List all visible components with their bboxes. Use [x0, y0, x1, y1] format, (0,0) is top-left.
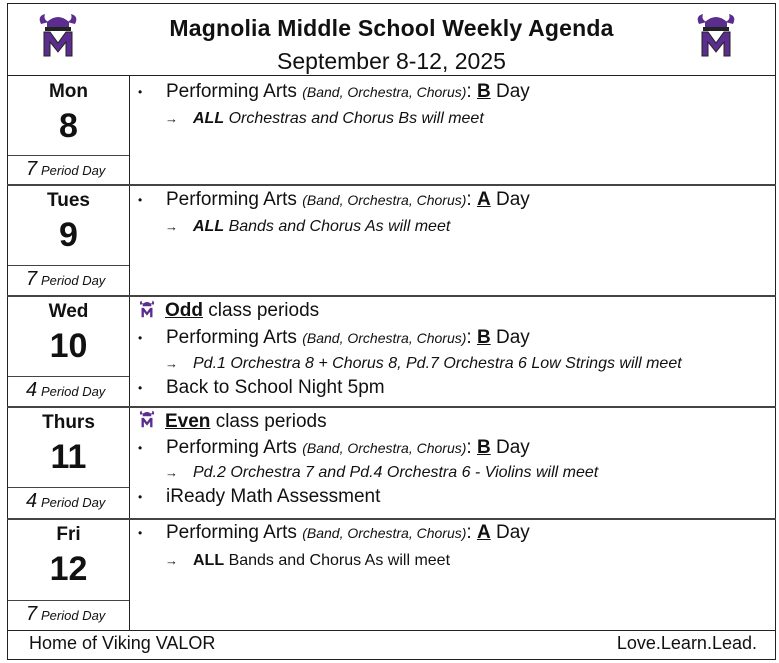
agenda-header — [7, 3, 776, 76]
event-line: • Back to School Night 5pm — [138, 377, 385, 398]
viking-m-logo-icon — [138, 300, 156, 318]
day-cell-thurs — [8, 408, 129, 518]
performing-arts-line: • Performing Arts (Band, Orchestra, Chorus): B Day — [138, 437, 530, 458]
bullet-icon: • — [138, 380, 143, 395]
class-periods-line: Even class periods — [165, 411, 327, 432]
viking-m-logo-icon — [693, 12, 739, 58]
performing-arts-line: • Performing Arts (Band, Orchestra, Chorus): A Day — [138, 522, 530, 543]
period-day-label — [8, 155, 129, 183]
page-subtitle: September 8-12, 2025 — [277, 48, 506, 74]
performing-arts-line: • Performing Arts (Band, Orchestra, Chorus): B Day — [138, 327, 530, 348]
day-name: Thurs — [42, 412, 95, 433]
bullet-icon: • — [138, 84, 143, 99]
period-text: Period Day — [41, 273, 106, 288]
footer-motto-right: Love.Learn.Lead. — [616, 633, 757, 653]
period-count: 4 — [26, 490, 38, 512]
rotation-letter: A — [476, 522, 491, 543]
day-cell-mon — [8, 77, 129, 184]
day-cell-tues — [8, 186, 129, 295]
day-name: Wed — [48, 301, 89, 322]
ensemble-detail: → ALL Bands and Chorus As will meet — [165, 552, 451, 569]
period-text: Period Day — [41, 163, 106, 178]
column-divider — [129, 76, 130, 630]
period-count: 7 — [26, 158, 38, 180]
period-count: 7 — [26, 268, 38, 290]
day-number: 11 — [50, 438, 87, 476]
rotation-letter: A — [476, 189, 491, 210]
bullet-icon: • — [138, 440, 143, 455]
class-periods-line: Odd class periods — [165, 300, 320, 321]
period-day-label — [8, 487, 129, 515]
performing-arts-line: • Performing Arts (Band, Orchestra, Chorus): B Day — [138, 81, 530, 102]
ensemble-detail: → ALL Bands and Chorus As will meet — [165, 218, 451, 235]
footer-motto-left: Home of Viking VALOR — [29, 633, 216, 653]
day-cell-wed — [8, 297, 129, 406]
bullet-icon: • — [138, 192, 143, 207]
day-number: 8 — [59, 107, 78, 145]
viking-m-logo-icon — [138, 410, 156, 428]
ensemble-detail: → Pd.2 Orchestra 7 and Pd.4 Orchestra 6 - Violins will meet — [165, 464, 599, 481]
day-name: Fri — [56, 524, 81, 545]
rotation-letter: B — [476, 437, 491, 458]
day-number: 10 — [49, 327, 88, 365]
arrow-icon: → — [165, 111, 178, 126]
arrow-icon: → — [165, 553, 178, 568]
arrow-icon: → — [165, 465, 178, 480]
period-day-label — [8, 265, 129, 293]
period-day-label — [8, 376, 129, 404]
period-count: 4 — [26, 379, 38, 401]
day-cell-fri — [8, 520, 129, 630]
day-name: Mon — [48, 81, 89, 102]
event-line: • iReady Math Assessment — [138, 486, 381, 507]
ensemble-detail: → ALL Orchestras and Chorus Bs will meet — [165, 110, 484, 127]
day-number: 12 — [49, 550, 88, 588]
arrow-icon: → — [165, 219, 178, 234]
arrow-icon: → — [165, 356, 178, 371]
ensemble-detail: → Pd.1 Orchestra 8 + Chorus 8, Pd.7 Orchestra 6 Low Strings will meet — [165, 355, 682, 372]
period-text: Period Day — [41, 495, 106, 510]
period-day-label — [8, 600, 129, 628]
day-number: 9 — [59, 216, 78, 254]
period-count: 7 — [26, 603, 38, 625]
day-name: Tues — [47, 190, 90, 211]
period-text: Period Day — [41, 608, 106, 623]
page-title: Magnolia Middle School Weekly Agenda — [169, 15, 614, 41]
rotation-letter: B — [476, 81, 491, 102]
bullet-icon: • — [138, 489, 143, 504]
bullet-icon: • — [138, 330, 143, 345]
period-text: Period Day — [41, 384, 106, 399]
performing-arts-line: • Performing Arts (Band, Orchestra, Chorus): A Day — [138, 189, 530, 210]
rotation-letter: B — [476, 327, 491, 348]
bullet-icon: • — [138, 525, 143, 540]
